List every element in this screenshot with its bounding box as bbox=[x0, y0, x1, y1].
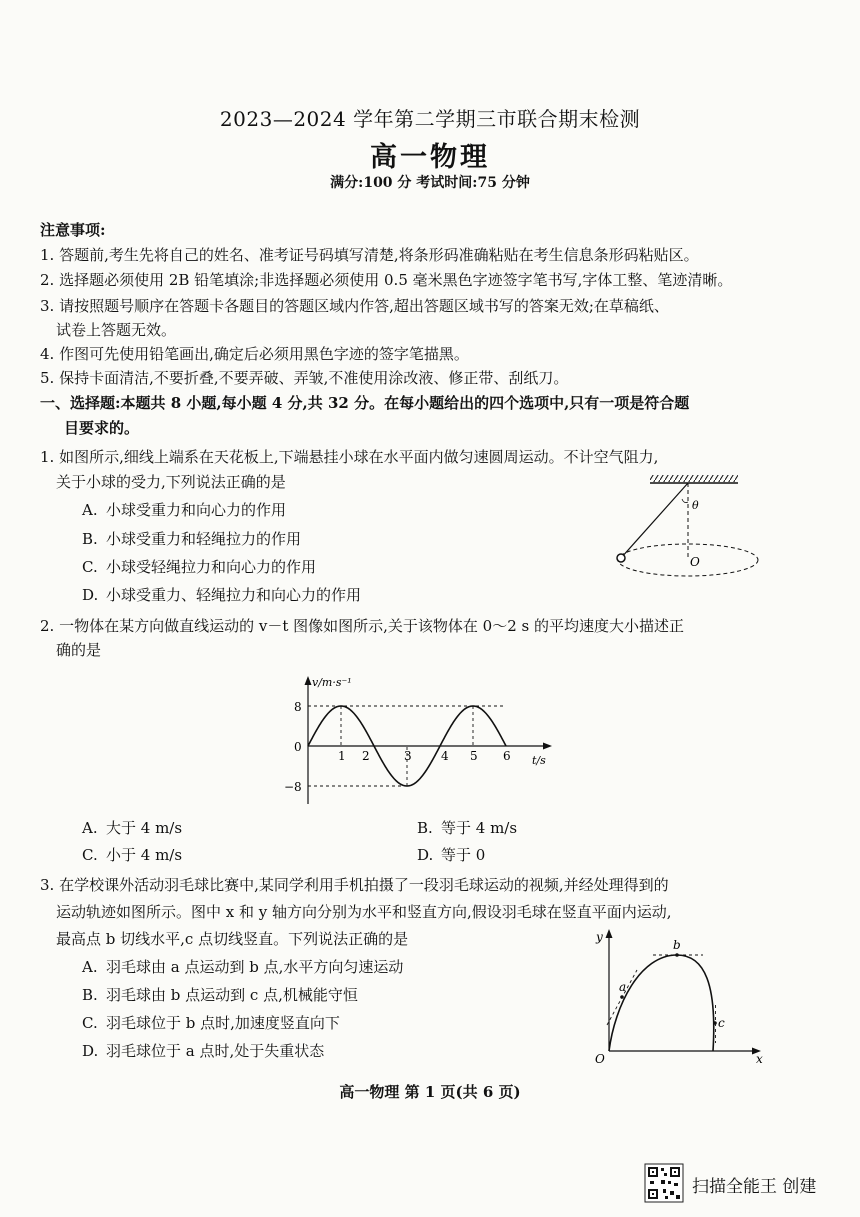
notice-item: 2. 选择题必须使用 2B 铅笔填涂;非选择题必须使用 0.5 毫米黑色字迹签字笔书写,字体工整、笔迹清晰。 bbox=[40, 271, 733, 289]
exam-title: 2023—2024 学年第二学期三市联合期末检测 bbox=[219, 107, 641, 131]
y-label: y bbox=[596, 930, 603, 944]
label-b: b bbox=[673, 938, 681, 952]
ceiling-hatch bbox=[650, 475, 738, 482]
q1-option-c[interactable] bbox=[82, 557, 316, 577]
option-key: C. bbox=[82, 846, 98, 864]
option-key: D. bbox=[82, 1042, 99, 1060]
point-b bbox=[675, 953, 679, 957]
x-tick-label: 3 bbox=[404, 749, 412, 763]
notice-item: 3. 请按照题号顺序在答题卡各题目的答题区域内作答,超出答题区域书写的答案无效;在草稿纸、 bbox=[40, 297, 669, 315]
option-key: A. bbox=[82, 819, 98, 837]
q1-stem: 1. 如图所示,细线上端系在天花板上,下端悬挂小球在水平面内做匀速圆周运动。不计空气阻力, bbox=[40, 448, 659, 466]
string-line bbox=[621, 483, 688, 558]
q1-stem-cont: 关于小球的受力,下列说法正确的是 bbox=[56, 473, 286, 491]
x-tick-label: 1 bbox=[338, 749, 346, 763]
option-text: 等于 0 bbox=[441, 846, 486, 864]
option-key: C. bbox=[82, 1014, 98, 1032]
y-axis-arrow bbox=[305, 676, 312, 685]
page-footer: 高一物理 第 1 页(共 6 页) bbox=[339, 1083, 521, 1101]
notice-heading: 注意事项: bbox=[40, 221, 106, 239]
section-heading: 一、选择题:本题共 8 小题,每小题 4 分,共 32 分。在每小题给出的四个选项中,只有一项是符合题 bbox=[40, 394, 690, 412]
q3-option-b[interactable] bbox=[82, 985, 358, 1005]
x-tick-label: 2 bbox=[362, 749, 370, 763]
trajectory-curve bbox=[609, 955, 714, 1051]
notice-item: 1. 答题前,考生先将自己的姓名、准考证号码填写清楚,将条形码准确粘贴在考生信息条形码粘贴区。 bbox=[40, 246, 699, 264]
option-key: A. bbox=[82, 958, 98, 976]
q3-option-a[interactable] bbox=[82, 957, 403, 977]
option-text: 羽毛球位于 a 点时,处于失重状态 bbox=[106, 1042, 325, 1060]
q2-stem-cont: 确的是 bbox=[56, 641, 102, 659]
option-text: 小球受重力、轻绳拉力和向心力的作用 bbox=[106, 586, 362, 604]
q1-option-d[interactable] bbox=[82, 585, 361, 605]
origin-label: O bbox=[595, 1052, 605, 1066]
point-c bbox=[713, 1021, 717, 1025]
option-text: 等于 4 m/s bbox=[441, 819, 518, 837]
option-key: B. bbox=[82, 986, 98, 1004]
scanner-watermark bbox=[644, 1163, 844, 1203]
option-key: B. bbox=[417, 819, 433, 837]
x-tick-label: 4 bbox=[441, 749, 449, 763]
option-key: C. bbox=[82, 558, 98, 576]
x-tick-label: 6 bbox=[503, 749, 511, 763]
q2-option-c[interactable] bbox=[82, 845, 182, 865]
option-key: D. bbox=[417, 846, 434, 864]
q3-stem: 3. 在学校课外活动羽毛球比赛中,某同学利用手机拍摄了一段羽毛球运动的视频,并经处理得到的 bbox=[40, 876, 669, 894]
option-text: 羽毛球由 a 点运动到 b 点,水平方向匀速运动 bbox=[106, 958, 404, 976]
exam-meta: 满分:100 分 考试时间:75 分钟 bbox=[330, 175, 530, 191]
q2-option-a[interactable] bbox=[82, 818, 182, 838]
q3-option-d[interactable] bbox=[82, 1041, 324, 1061]
label-c: c bbox=[718, 1016, 725, 1030]
option-key: B. bbox=[82, 530, 98, 548]
option-text: 小于 4 m/s bbox=[106, 846, 183, 864]
q3-stem-cont: 最高点 b 切线水平,c 点切线竖直。下列说法正确的是 bbox=[56, 930, 409, 948]
option-text: 羽毛球由 b 点运动到 c 点,机械能守恒 bbox=[106, 986, 358, 1004]
section-heading-cont: 目要求的。 bbox=[64, 419, 140, 437]
theta-label: θ bbox=[692, 499, 699, 512]
q2-stem: 2. 一物体在某方向做直线运动的 v－t 图像如图所示,关于该物体在 0～2 s 的平均速度大小描述正 bbox=[40, 617, 684, 635]
y-axis-label: v/m·s⁻¹ bbox=[312, 676, 352, 689]
x-axis-label: t/s bbox=[532, 754, 546, 767]
option-text: 小球受重力和向心力的作用 bbox=[106, 501, 287, 519]
origin-label: 0 bbox=[294, 740, 302, 754]
q3-trajectory-figure bbox=[585, 925, 770, 1067]
option-text: 羽毛球位于 b 点时,加速度竖直向下 bbox=[106, 1014, 340, 1032]
x-axis-arrow bbox=[543, 743, 552, 750]
label-a: a bbox=[619, 980, 627, 994]
option-key: A. bbox=[82, 501, 98, 519]
q3-stem-cont: 运动轨迹如图所示。图中 x 和 y 轴方向分别为水平和竖直方向,假设羽毛球在竖直平面内运动, bbox=[56, 903, 672, 921]
q1-option-b[interactable] bbox=[82, 529, 301, 549]
x-tick-label: 5 bbox=[470, 749, 478, 763]
notice-item: 4. 作图可先使用铅笔画出,确定后必须用黑色字迹的签字笔描黑。 bbox=[40, 345, 469, 363]
ball bbox=[617, 554, 625, 562]
y-tick-label: −8 bbox=[284, 780, 302, 794]
point-a bbox=[620, 995, 624, 999]
q3-option-c[interactable] bbox=[82, 1013, 340, 1033]
q2-option-b[interactable] bbox=[417, 818, 517, 838]
qr-code-icon bbox=[644, 1163, 686, 1203]
option-text: 大于 4 m/s bbox=[106, 819, 183, 837]
subject-title: 高一物理 bbox=[370, 142, 490, 173]
notice-item: 5. 保持卡面清洁,不要折叠,不要弄破、弄皱,不准使用涂改液、修正带、刮纸刀。 bbox=[40, 369, 569, 387]
q2-option-d[interactable] bbox=[417, 845, 485, 865]
option-text: 小球受重力和轻绳拉力的作用 bbox=[106, 530, 302, 548]
q1-pendulum-figure bbox=[610, 472, 770, 587]
option-key: D. bbox=[82, 586, 99, 604]
y-axis-arrow bbox=[606, 929, 613, 938]
x-label: x bbox=[756, 1052, 763, 1066]
y-tick-label: 8 bbox=[294, 700, 302, 714]
q2-vt-graph bbox=[280, 668, 565, 808]
theta-arc bbox=[682, 499, 688, 503]
option-text: 小球受轻绳拉力和向心力的作用 bbox=[106, 558, 317, 576]
center-label: O bbox=[690, 555, 700, 569]
q1-option-a[interactable] bbox=[82, 500, 286, 520]
watermark-text: 扫描全能王 创建 bbox=[692, 1177, 817, 1197]
notice-item: 试卷上答题无效。 bbox=[56, 321, 177, 339]
